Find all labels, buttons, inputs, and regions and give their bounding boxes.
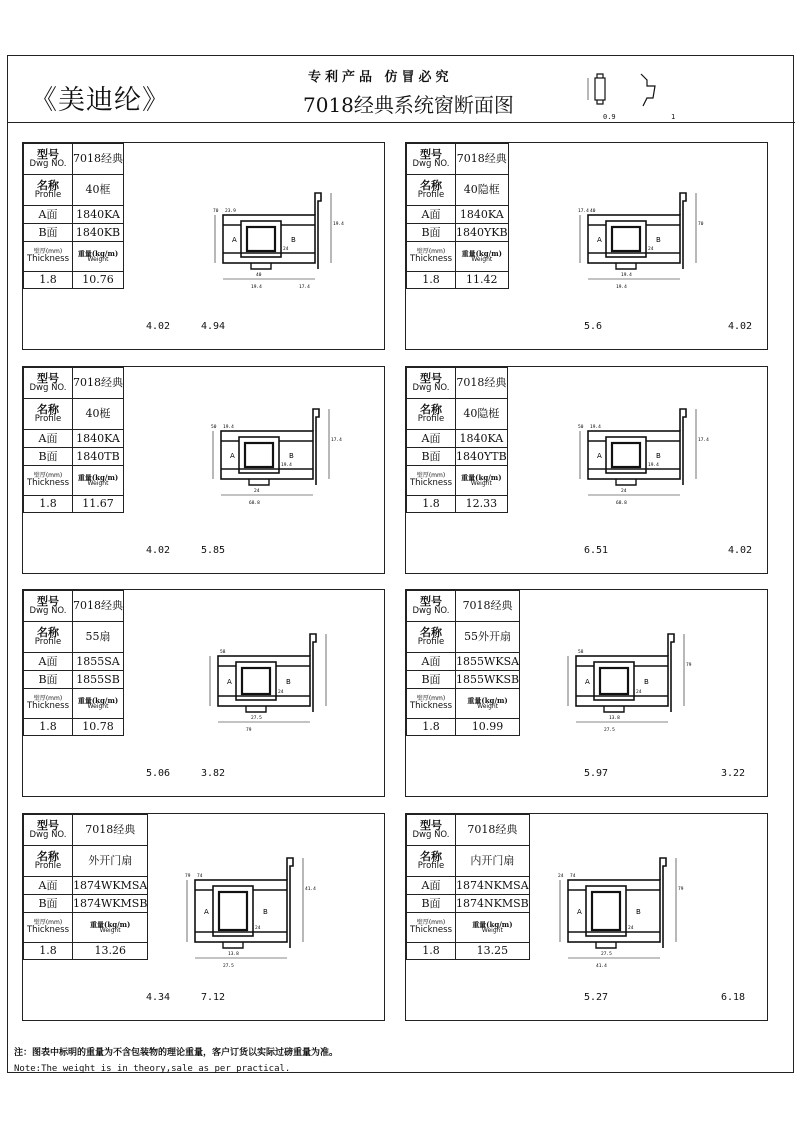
- dimension-label: 24: [648, 247, 654, 252]
- dimension-label: 19.4: [648, 463, 659, 468]
- dimension-label: 17.4: [578, 209, 589, 214]
- profile-cross-section: [183, 852, 318, 972]
- dimension-label: 41.4: [596, 964, 607, 969]
- thickness-header: 壁厚(mm) Thickness: [24, 242, 73, 272]
- profile-header: 名称 Profile: [407, 399, 456, 430]
- dimension-label: 19.4: [251, 285, 262, 290]
- weight-header: 重量(kg/m) Weight: [73, 913, 148, 943]
- face-b-label: B: [656, 236, 661, 244]
- dwg-header: 型号 Dwg NO.: [24, 368, 73, 399]
- profile-header: 名称 Profile: [24, 846, 73, 877]
- spec-table: [23, 143, 124, 289]
- dimension-label: 24: [255, 926, 261, 931]
- gasket-profile-icon: [583, 66, 683, 121]
- profile-value: 40梃: [73, 399, 124, 430]
- weight-header: 重量(kg/m) Weight: [73, 466, 124, 496]
- thickness-value: 1.8: [407, 496, 456, 513]
- dimension-label: 79: [246, 728, 252, 733]
- dimension-label: 19.4: [616, 285, 627, 290]
- dwg-value: 7018经典: [73, 144, 124, 175]
- dimension-label: 13.8: [609, 716, 620, 721]
- dimension-label: 19.4: [590, 425, 601, 430]
- b-face-value: 1855WKSB: [456, 671, 520, 689]
- thickness-header: 壁厚(mm) Thickness: [407, 913, 456, 943]
- dimension-label: 19.4: [621, 273, 632, 278]
- thickness-value: 1.8: [24, 719, 73, 736]
- b-face-label: B面: [407, 224, 456, 242]
- right-value: 3.82: [201, 768, 226, 779]
- weight-value: 13.26: [73, 943, 148, 960]
- dimension-label: 23.9: [225, 209, 236, 214]
- thickness-value: 1.8: [407, 943, 456, 960]
- a-face-value: 1855SA: [73, 653, 124, 671]
- right-value: 5.6: [584, 321, 603, 332]
- icon-caption-left: 0.9: [603, 113, 616, 121]
- brand-name: 《美迪纶》: [30, 85, 170, 116]
- thickness-header: 壁厚(mm) Thickness: [407, 242, 456, 272]
- dwg-header: 型号 Dwg NO.: [407, 368, 456, 399]
- profile-card-2: [405, 142, 768, 350]
- dwg-value: 7018经典: [456, 591, 520, 622]
- profile-header: 名称 Profile: [24, 622, 73, 653]
- a-face-value: 1855WKSA: [456, 653, 520, 671]
- left-value: 4.02: [146, 545, 171, 556]
- profile-value: 外开门扇: [73, 846, 148, 877]
- a-face-label: A面: [407, 877, 456, 895]
- face-a-label: A: [227, 678, 232, 686]
- dimension-label: 27.5: [604, 728, 615, 733]
- profile-value: 40框: [73, 175, 124, 206]
- profile-section-drawing: [183, 852, 318, 976]
- dimension-label: 79: [185, 874, 191, 879]
- b-face-value: 1840TB: [73, 448, 124, 466]
- dimension-label: 41.4: [305, 887, 316, 892]
- face-a-label: A: [597, 452, 602, 460]
- face-a-label: A: [232, 236, 237, 244]
- thickness-value: 1.8: [407, 719, 456, 736]
- dwg-header: 型号 Dwg NO.: [407, 591, 456, 622]
- dimension-label: 19.4: [281, 463, 292, 468]
- profile-cross-section: [576, 407, 711, 527]
- b-face-value: 1855SB: [73, 671, 124, 689]
- face-b-label: B: [263, 908, 268, 916]
- dimension-label: 68.8: [249, 501, 260, 506]
- left-value: 4.02: [728, 321, 753, 332]
- profile-header: 名称 Profile: [24, 399, 73, 430]
- weight-header: 重量(kg/m) Weight: [456, 689, 520, 719]
- a-face-value: 1840KA: [73, 206, 124, 224]
- spec-table: [406, 367, 508, 513]
- note-chinese: 注：图表中标明的重量为不含包装物的理论重量，客户订货以实际过磅重量为准。: [14, 1048, 339, 1058]
- face-b-label: B: [656, 452, 661, 460]
- thickness-value: 1.8: [24, 496, 73, 513]
- profile-card-8: [405, 813, 768, 1021]
- dwg-value: 7018经典: [73, 815, 148, 846]
- thickness-value: 1.8: [24, 272, 73, 289]
- dimension-label: 24: [628, 926, 634, 931]
- profile-card-6: [405, 589, 768, 797]
- left-value: 3.22: [721, 768, 746, 779]
- dimension-label: 40: [256, 273, 262, 278]
- a-face-value: 1840KA: [73, 430, 124, 448]
- b-face-value: 1840YKB: [456, 224, 509, 242]
- right-value: 5.27: [584, 992, 609, 1003]
- profile-card-1: [22, 142, 385, 350]
- dimension-label: 24: [278, 690, 284, 695]
- weight-value: 11.67: [73, 496, 124, 513]
- face-a-label: A: [597, 236, 602, 244]
- b-face-label: B面: [24, 671, 73, 689]
- dimension-label: 74: [197, 874, 203, 879]
- left-value: 4.34: [146, 992, 171, 1003]
- weight-value: 10.76: [73, 272, 124, 289]
- dimension-label: 58: [578, 650, 584, 655]
- profile-header: 名称 Profile: [407, 622, 456, 653]
- dwg-value: 7018经典: [456, 815, 530, 846]
- dwg-value: 7018经典: [456, 144, 509, 175]
- profile-section-drawing: [564, 628, 699, 752]
- dwg-value: 7018经典: [73, 591, 124, 622]
- face-a-label: A: [204, 908, 209, 916]
- weight-value: 13.25: [456, 943, 530, 960]
- dwg-header: 型号 Dwg NO.: [407, 815, 456, 846]
- a-face-label: A面: [24, 653, 73, 671]
- profile-card-5: [22, 589, 385, 797]
- dimension-label: 24: [254, 489, 260, 494]
- dimension-label: 40: [590, 209, 596, 214]
- left-value: 6.18: [721, 992, 746, 1003]
- profile-cross-section: [556, 852, 691, 972]
- thickness-value: 1.8: [407, 272, 456, 289]
- thickness-header: 壁厚(mm) Thickness: [407, 689, 456, 719]
- right-value: 5.97: [584, 768, 609, 779]
- face-a-label: A: [230, 452, 235, 460]
- thickness-header: 壁厚(mm) Thickness: [407, 466, 456, 496]
- note-english: Note:The weight is in theory,sale as per practical.: [14, 1064, 291, 1074]
- a-face-label: A面: [24, 430, 73, 448]
- profile-card-4: [405, 366, 768, 574]
- profile-header: 名称 Profile: [407, 175, 456, 206]
- a-face-value: 1840KA: [456, 430, 508, 448]
- profile-section-drawing: [576, 407, 711, 531]
- dimension-label: 70: [213, 209, 219, 214]
- profile-section-drawing: [556, 852, 691, 976]
- face-a-label: A: [577, 908, 582, 916]
- a-face-label: A面: [407, 653, 456, 671]
- a-face-label: A面: [24, 206, 73, 224]
- dimension-label: 17.4: [331, 438, 342, 443]
- header-divider: [8, 122, 795, 123]
- b-face-label: B面: [407, 448, 456, 466]
- face-b-label: B: [291, 236, 296, 244]
- a-face-label: A面: [24, 877, 73, 895]
- dimension-label: 19.4: [333, 222, 344, 227]
- face-a-label: A: [585, 678, 590, 686]
- dwg-header: 型号 Dwg NO.: [24, 591, 73, 622]
- weight-value: 11.42: [456, 272, 509, 289]
- right-value: 5.85: [201, 545, 226, 556]
- profile-section-drawing: [211, 191, 346, 315]
- profile-value: 40隐梃: [456, 399, 508, 430]
- thickness-header: 壁厚(mm) Thickness: [24, 466, 73, 496]
- profile-value: 55扇: [73, 622, 124, 653]
- b-face-value: 1840YTB: [456, 448, 508, 466]
- profile-value: 40隐框: [456, 175, 509, 206]
- dimension-label: 27.5: [223, 964, 234, 969]
- dwg-value: 7018经典: [73, 368, 124, 399]
- dimension-label: 74: [570, 874, 576, 879]
- spec-table: [406, 590, 520, 736]
- dimension-label: 24: [558, 874, 564, 879]
- a-face-label: A面: [407, 206, 456, 224]
- notes: [14, 1045, 338, 1080]
- thickness-header: 壁厚(mm) Thickness: [24, 913, 73, 943]
- profile-card-7: [22, 813, 385, 1021]
- dimension-label: 68.8: [616, 501, 627, 506]
- spec-table: [406, 814, 530, 960]
- dimension-label: 24: [621, 489, 627, 494]
- profile-section-drawing: [209, 407, 344, 531]
- thickness-header: 壁厚(mm) Thickness: [24, 689, 73, 719]
- b-face-value: 1840KB: [73, 224, 124, 242]
- spec-table: [23, 367, 124, 513]
- icon-caption-right: 1: [671, 113, 676, 121]
- weight-header: 重量(kg/m) Weight: [73, 242, 124, 272]
- dimension-label: 79: [686, 663, 692, 668]
- spec-table: [23, 814, 148, 960]
- weight-header: 重量(kg/m) Weight: [456, 242, 509, 272]
- b-face-label: B面: [24, 224, 73, 242]
- b-face-value: 1874WKMSB: [73, 895, 148, 913]
- dwg-header: 型号 Dwg NO.: [407, 144, 456, 175]
- right-value: 6.51: [584, 545, 609, 556]
- b-face-label: B面: [407, 895, 456, 913]
- weight-header: 重量(kg/m) Weight: [456, 913, 530, 943]
- profile-cross-section: [206, 628, 341, 748]
- dimension-label: 24: [283, 247, 289, 252]
- profile-cross-section: [211, 191, 346, 311]
- right-value: 4.94: [201, 321, 226, 332]
- dwg-header: 型号 Dwg NO.: [24, 815, 73, 846]
- dimension-label: 17.4: [698, 438, 709, 443]
- a-face-value: 1874WKMSA: [73, 877, 148, 895]
- b-face-label: B面: [407, 671, 456, 689]
- dimension-label: 27.5: [251, 716, 262, 721]
- left-value: 5.06: [146, 768, 171, 779]
- right-value: 7.12: [201, 992, 226, 1003]
- subtitle: 专利产品 仿冒必究: [308, 70, 453, 85]
- dimension-label: 50: [578, 425, 584, 430]
- left-value: 4.02: [728, 545, 753, 556]
- spec-table: [406, 143, 509, 289]
- profile-card-3: [22, 366, 385, 574]
- dimension-label: 70: [698, 222, 704, 227]
- b-face-label: B面: [24, 448, 73, 466]
- b-face-label: B面: [24, 895, 73, 913]
- dwg-value: 7018经典: [456, 368, 508, 399]
- face-b-label: B: [289, 452, 294, 460]
- dimension-label: 79: [678, 887, 684, 892]
- b-face-value: 1874NKMSB: [456, 895, 530, 913]
- weight-header: 重量(kg/m) Weight: [456, 466, 508, 496]
- thickness-value: 1.8: [24, 943, 73, 960]
- dimension-label: 24: [636, 690, 642, 695]
- dwg-header: 型号 Dwg NO.: [24, 144, 73, 175]
- dimension-label: 17.4: [299, 285, 310, 290]
- profile-value: 内开门扇: [456, 846, 530, 877]
- face-b-label: B: [286, 678, 291, 686]
- dimension-label: 13.8: [228, 952, 239, 957]
- face-b-label: B: [644, 678, 649, 686]
- profile-cross-section: [564, 628, 699, 748]
- a-face-value: 1840KA: [456, 206, 509, 224]
- dimension-label: 19.4: [223, 425, 234, 430]
- profile-cross-section: [576, 191, 711, 311]
- page-title: 7018经典系统窗断面图: [303, 93, 514, 117]
- profile-value: 55外开扇: [456, 622, 520, 653]
- weight-value: 12.33: [456, 496, 508, 513]
- a-face-label: A面: [407, 430, 456, 448]
- profile-header: 名称 Profile: [407, 846, 456, 877]
- dimension-label: 58: [220, 650, 226, 655]
- profile-section-drawing: [576, 191, 711, 315]
- weight-value: 10.99: [456, 719, 520, 736]
- spec-table: [23, 590, 124, 736]
- profile-cross-section: [209, 407, 344, 527]
- weight-header: 重量(kg/m) Weight: [73, 689, 124, 719]
- weight-value: 10.78: [73, 719, 124, 736]
- profile-header: 名称 Profile: [24, 175, 73, 206]
- a-face-value: 1874NKMSA: [456, 877, 530, 895]
- left-value: 4.02: [146, 321, 171, 332]
- dimension-label: 27.5: [601, 952, 612, 957]
- header-profile-icons: [583, 66, 683, 121]
- face-b-label: B: [636, 908, 641, 916]
- dimension-label: 50: [211, 425, 217, 430]
- profile-section-drawing: [206, 628, 341, 752]
